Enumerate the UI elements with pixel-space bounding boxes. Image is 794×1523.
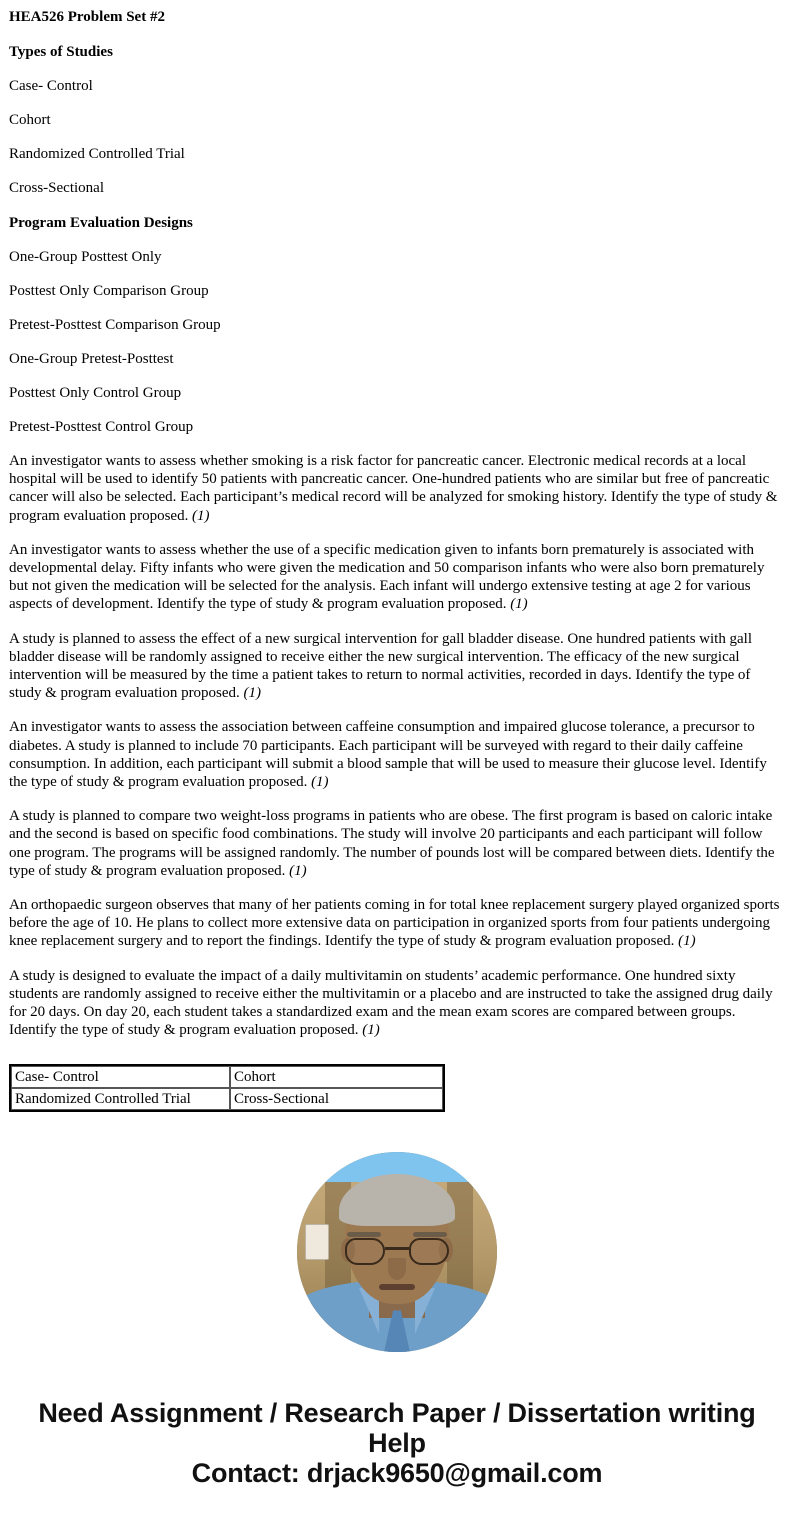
photo-eyebrow-right [413,1232,447,1237]
evaluation-design-item: Posttest Only Control Group [9,385,182,401]
promo-footer [9,1352,785,1488]
section-heading-types-of-studies: Types of Studies [9,44,113,60]
question-paragraph [9,718,785,791]
study-type-item: Case- Control [9,78,93,94]
photo-lens-left [345,1238,385,1265]
table-cell-case-control[interactable]: Case- Control [11,1066,230,1088]
study-type-item: Randomized Controlled Trial [9,146,185,162]
question-item [9,525,785,614]
question-paragraph [9,452,785,525]
photo-glasses-bridge [385,1247,409,1250]
question-text: A study is planned to assess the effect of a new surgical intervention for gall bladder disease. One hundred patients with gall bladder disease will be randomly assigned to receive either the new surgical intervention. The efficacy of the new surgical intervention will be measured by the time a patient takes to return to normal activities, recorded in days. Identify the type of study & program evaluation proposed. [9,630,752,702]
avatar-container [9,1112,785,1352]
question-points: (1) [243,685,261,702]
avatar [297,1152,497,1352]
question-text: An orthopaedic surgeon observes that many of her patients coming in for total knee replacement surgery played organized sports before the age of 10. He plans to collect more extensive data on participation in organized sports from four patients undergoing knee replacement surgery and to report the findings. Identify the type of study & program evaluation proposed. [9,897,780,950]
evaluation-design-item: Pretest-Posttest Control Group [9,419,194,435]
question-item [9,702,785,791]
promo-headline-line-2: writing Help [368,1398,756,1459]
promo-headline-line-1: Need Assignment / Research Paper / Dissertation [38,1398,662,1429]
promo-headline [9,1398,785,1458]
evaluation-design-item: Posttest Only Comparison Group [9,283,209,299]
evaluation-design-item: Pretest-Posttest Comparison Group [9,317,221,333]
question-item [9,436,785,525]
promo-contact[interactable]: Contact: drjack9650@gmail.com [191,1458,603,1489]
question-paragraph [9,807,785,880]
question-paragraph [9,967,785,1040]
evaluation-design-item: One-Group Pretest-Posttest [9,351,174,367]
question-item [9,951,785,1040]
page-title: HEA526 Problem Set #2 [9,9,165,25]
question-text: A study is planned to compare two weight-loss programs in patients who are obese. The first program is based on caloric intake and the second is based on specific food combinations. The study will involve 20 participants and each participant will follow one program. The programs will be assigned randomly. The number of pounds lost will be compared between diets. Identify the type of study & program evaluation proposed. [9,808,775,879]
photo-eyebrow-left [347,1232,381,1237]
question-paragraph [9,541,785,614]
study-type-item: Cross-Sectional [9,180,104,196]
question-text: An investigator wants to assess the association between caffeine consumption and impaired glucose tolerance, a precursor to diabetes. A study is planned to include 70 participants. Each participant will be surveyed with regard to their daily caffeine consumption. In addition, each participant will submit a blood sample that will be used to measure their glucose level. Identify the type of study & program evaluation proposed. [9,719,767,791]
question-points: (1) [362,1022,380,1039]
photo-nose [388,1258,406,1280]
question-paragraph [9,896,785,951]
question-points: (1) [289,862,307,879]
table-cell-cohort[interactable]: Cohort [230,1066,443,1088]
evaluation-design-item: One-Group Posttest Only [9,249,162,265]
question-text: A study is designed to evaluate the impact of a daily multivitamin on students’ academic performance. One hundred sixty students are randomly assigned to receive either the multivitamin or a placebo and are instructed to take the assigned drug daily for 20 days. On day 20, each student takes a standardized exam and the mean exam scores are compared between groups. Identify the type of study & program evaluation proposed. [9,967,773,1039]
answer-table-container [9,1039,785,1112]
study-type-item: Cohort [9,112,51,128]
question-points: (1) [510,596,528,613]
section-heading-program-evaluation-designs: Program Evaluation Designs [9,215,193,231]
question-text: An investigator wants to assess whether smoking is a risk factor for pancreatic cancer. Electronic medical records at a local hospital will be used to identify 50 patients with pancreatic cancer. One-hundred patients who are similar but free of pancreatic cancer will also be selected. Each participant’s medical record will be analyzed for smoking history. Identify the type of study & program evaluation proposed. [9,453,778,524]
question-item [9,614,785,703]
table-row [11,1088,443,1110]
table-cell-cross-sectional[interactable]: Cross-Sectional [230,1088,443,1110]
table-cell-randomized-controlled-trial[interactable]: Randomized Controlled Trial [11,1088,230,1110]
question-points: (1) [192,507,210,524]
photo-lens-right [409,1238,449,1265]
question-text: An investigator wants to assess whether the use of a specific medication given to infants born prematurely is associated with developmental delay. Fifty infants who were given the medication and 50 comparison infants who were also born prematurely but not given the medication will be selected for the analysis. Each infant will undergo extensive testing at age 2 for various aspects of development. Identify the type of study & program evaluation proposed. [9,541,765,613]
photo-mouth [379,1284,415,1290]
answer-options-table [9,1064,445,1112]
table-row [11,1066,443,1088]
question-points: (1) [311,774,329,791]
question-paragraph [9,630,785,703]
question-item [9,880,785,951]
photo-light-switch [305,1224,329,1260]
question-item [9,791,785,880]
question-points: (1) [678,933,696,950]
